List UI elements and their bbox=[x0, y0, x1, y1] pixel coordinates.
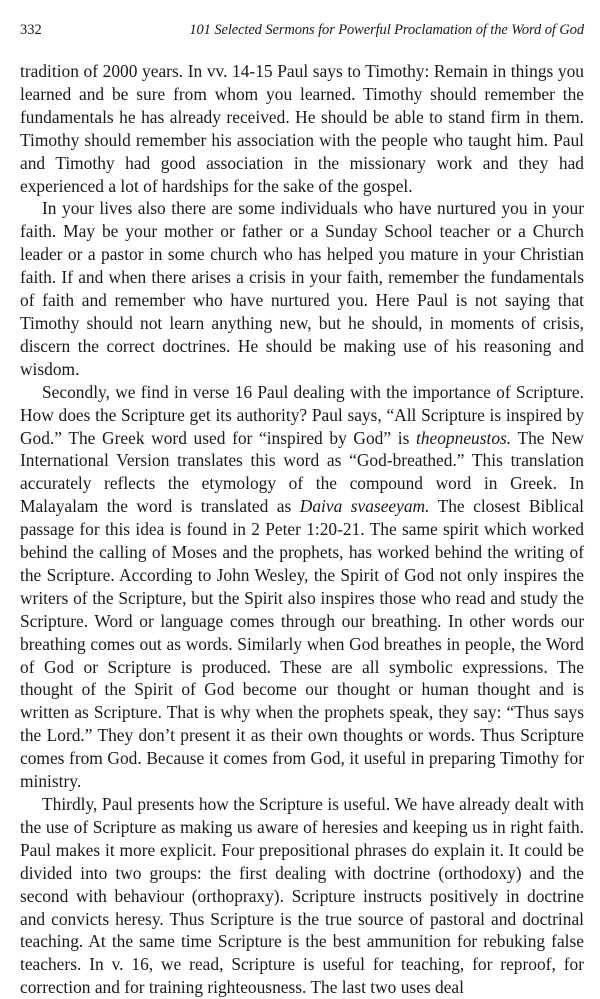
greek-term: theopneustos. bbox=[415, 427, 512, 448]
paragraph bbox=[20, 381, 584, 793]
text-run: In your lives also there are some individuals who have nurtured you in your faith. May be your mother or father or a Sunday School teacher or a Church leader or a pastor in some church who has helped you mature in your Christian faith. If and when there arises a crisis in your faith, remember the fundamentals of faith and remember who have nurtured you. Here Paul is not saying that Timothy should not learn anything new, but he should, in moments of crisis, discern the correct doctrines. He should be making use of his reasoning and wisdom. bbox=[20, 198, 584, 379]
running-title: 101 Selected Sermons for Powerful Proclamation of the Word of God bbox=[189, 22, 584, 38]
text-run: The New International Version translates this word as “God-breathed.” This translation accurately reflects the etymology of the compound word in Greek. In Malayalam the word is translated as bbox=[20, 427, 584, 517]
paragraph bbox=[20, 197, 584, 380]
text-run: Thirdly, Paul presents how the Scripture is useful. We have already dealt with the use of Scripture as making us aware of heresies and keeping us in right faith. Paul makes it more explicit. Four prepositional phrases do explain it. It could be divided into two groups: the first dealing with doctrine (orthodoxy) and the second with behaviour (orthopraxy). Scripture instructs positively in doctrine and convicts heresy. Thus Scripture is the true source of pastoral and doctrinal teaching. At the same time Scripture is the best ammunition for rebuking false teachers. In v. 16, we read, Scripture is useful for teaching, for reproof, for correction and for training righteousness. The last two uses deal bbox=[20, 794, 584, 998]
paragraph bbox=[20, 793, 584, 999]
page-header bbox=[20, 22, 584, 42]
text-run: tradition of 2000 years. In vv. 14-15 Paul says to Timothy: Remain in things you learned and be sure from whom you learned. Timothy should remember the fundamentals he has already received. He should be able to stand firm in them. Timothy should remember his association with the people who taught him. Paul and Timothy had good association in the missionary work and they had experienced a lot of hardships for the sake of the gospel. bbox=[20, 61, 584, 196]
malayalam-term: Daiva svaseeyam. bbox=[299, 496, 430, 517]
page-number: 332 bbox=[20, 22, 42, 38]
body-text bbox=[20, 60, 584, 999]
paragraph bbox=[20, 60, 584, 197]
text-run: The closest Biblical passage for this idea is found in 2 Peter 1:20-21. The same spirit which worked behind the calling of Moses and the prophets, has worked behind the writing of the Scripture. According to John Wesley, the Spirit of God not only inspires the writers of the Scripture, but the Spirit also inspires those who read and study the Scripture. Word or language comes through our breathing. In other words our breathing comes out as words. Similarly when God breathes in people, the Word of God or Scripture is produced. These are all symbolic expressions. The thought of the Spirit of God become our thought or human thought and is written as Scripture. That is why when the prophets speak, they say: “Thus says the Lord.” They don’t present it as their own thoughts or words. Thus Scripture comes from God. Because it comes from God, it useful in preparing Timothy for ministry. bbox=[20, 496, 584, 792]
text-run: Secondly, we find in verse 16 Paul dealing with the importance of Scripture. How does the Scripture get its authority? Paul says, “All Scripture is inspired by God.” The Greek word used for “inspired by God” is bbox=[20, 381, 584, 448]
